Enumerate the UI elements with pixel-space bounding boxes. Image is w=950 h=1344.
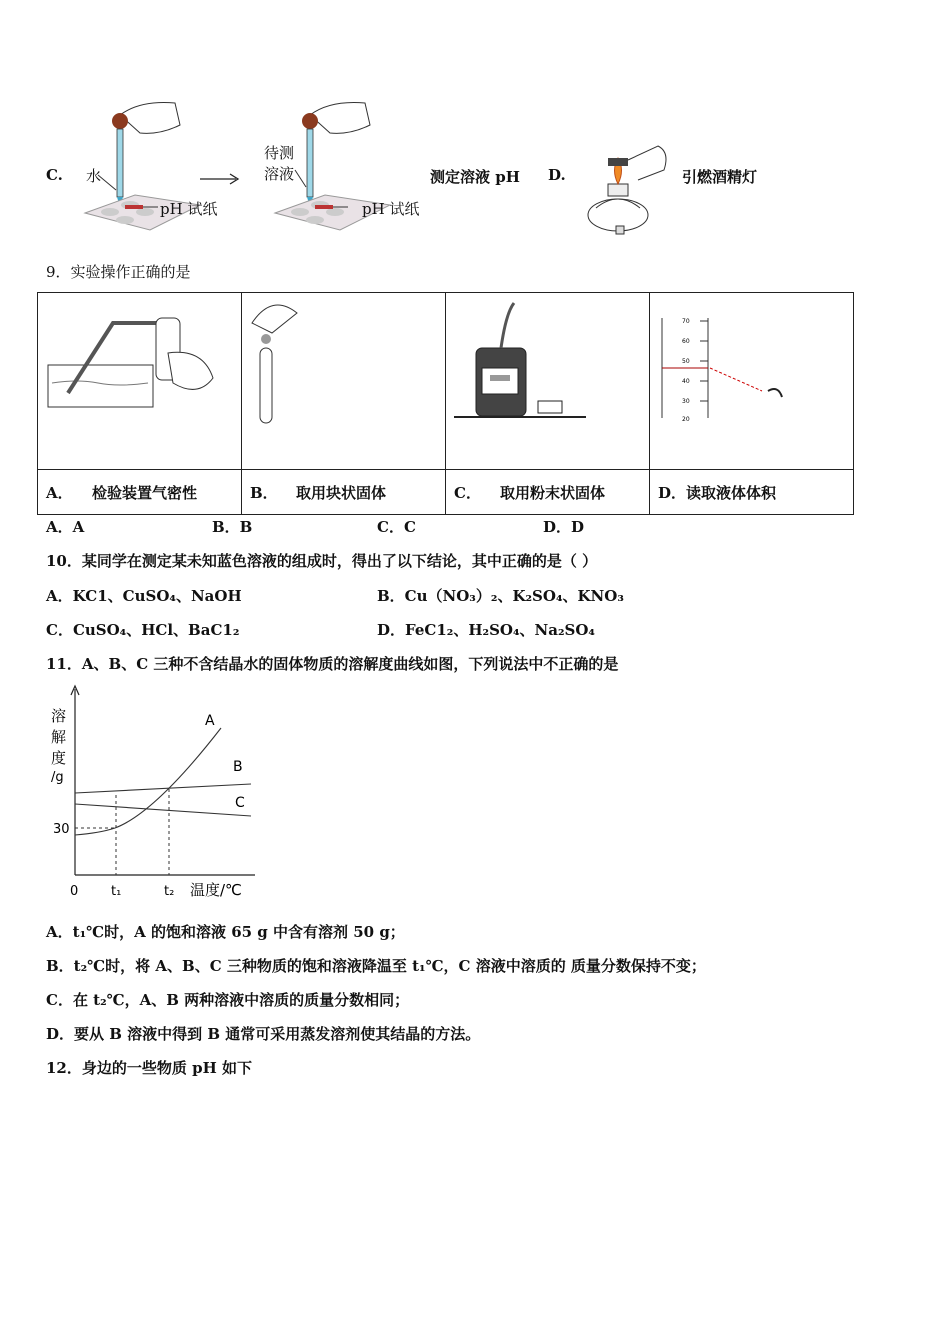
- x-tick-t2: t₂: [164, 884, 175, 899]
- ph-paper-label-right: pH 试纸: [362, 200, 420, 218]
- ph-dropper-water-illustration: [80, 95, 240, 245]
- q11-option-c[interactable]: C．在 t₂℃，A、B 两种溶液中溶质的质量分数相同；: [46, 991, 410, 1009]
- q9-answer-c[interactable]: C．C: [377, 518, 416, 536]
- block-solid-illustration: [242, 293, 437, 465]
- q9-cell-a-label: A． 检验装置气密性: [38, 470, 242, 515]
- water-label: 水: [86, 167, 102, 185]
- q9-cell-d-label: D．读取液体体积: [650, 470, 854, 515]
- q9-answer-d[interactable]: D．D: [543, 518, 585, 536]
- x-tick-t1: t₁: [111, 884, 122, 899]
- cylinder-tick-20: 20: [682, 416, 690, 423]
- q11-option-b[interactable]: B．t₂℃时，将 A、B、C 三种物质的饱和溶液降温至 t₁℃，C 溶液中溶质的 质量分数保持不变；: [46, 957, 706, 975]
- q9-cell-c-label: C． 取用粉末状固体: [446, 470, 650, 515]
- origin-label: 0: [70, 884, 79, 899]
- q8-option-d-letter: D.: [548, 166, 566, 184]
- q11-option-a[interactable]: A．t₁℃时，A 的饱和溶液 65 g 中含有溶剂 50 g；: [46, 923, 405, 941]
- q10-option-d[interactable]: D．FeC1₂、H₂SO₄、Na₂SO₄: [377, 621, 596, 639]
- q9-cell-b-label: B． 取用块状固体: [242, 470, 446, 515]
- q9-options-table: [37, 292, 854, 515]
- q11-stem: 11．A、B、C 三种不含结晶水的固体物质的溶解度曲线如图，下列说法中不正确的是: [46, 655, 619, 673]
- q9-cell-c-image: [446, 293, 650, 470]
- series-b-label: B: [233, 759, 243, 775]
- q9-cell-b-image: [242, 293, 446, 470]
- cylinder-tick-30: 30: [682, 398, 690, 405]
- series-a-label: A: [205, 713, 215, 729]
- q10-option-b[interactable]: B．Cu（NO₃）₂、K₂SO₄、KNO₃: [377, 587, 624, 605]
- q9-answer-b[interactable]: B．B: [212, 518, 253, 536]
- q10-stem: 10．某同学在测定某未知蓝色溶液的组成时，得出了以下结论，其中正确的是（ ）: [46, 552, 598, 570]
- powder-solid-illustration: [446, 293, 641, 465]
- q8-option-d-caption: 引燃酒精灯: [682, 168, 758, 186]
- q11-option-d[interactable]: D．要从 B 溶液中得到 B 通常可采用蒸发溶剂使其结晶的方法。: [46, 1025, 481, 1043]
- series-c-line: [75, 804, 251, 816]
- ph-paper-label-left: pH 试纸: [160, 200, 218, 218]
- q9-stem: 9．实验操作正确的是: [46, 263, 191, 281]
- q12-stem: 12．身边的一些物质 pH 如下: [46, 1059, 252, 1077]
- q10-option-a[interactable]: A．KC1、CuSO₄、NaOH: [46, 587, 242, 605]
- y-axis-label: 溶解度/g: [51, 707, 67, 785]
- q10-option-c[interactable]: C．CuSO₄、HCl、BaC1₂: [46, 621, 240, 639]
- series-a-curve: [75, 728, 221, 835]
- cylinder-tick-70: 70: [682, 318, 690, 325]
- cylinder-tick-40: 40: [682, 378, 690, 385]
- q8-option-c-letter: C.: [46, 166, 63, 184]
- cylinder-tick-60: 60: [682, 338, 690, 345]
- alcohol-lamp-lighting-illustration: [578, 140, 676, 238]
- gas-tightness-check-illustration: [38, 293, 233, 465]
- series-c-label: C: [235, 795, 245, 811]
- solubility-curve-chart: [45, 683, 260, 903]
- q9-answer-a[interactable]: A．A: [46, 518, 85, 536]
- graduated-cylinder-reading-illustration: [650, 293, 845, 465]
- cylinder-tick-50: 50: [682, 358, 690, 365]
- arrow-right-icon: [198, 172, 242, 186]
- q8-option-c-caption: 测定溶液 pH: [430, 168, 520, 186]
- series-b-line: [75, 784, 251, 793]
- q9-cell-a-image: [38, 293, 242, 470]
- y-tick-30: 30: [53, 822, 70, 837]
- x-axis-label: 温度/℃: [190, 881, 242, 899]
- test-solution-label: 待测 溶液: [264, 144, 295, 183]
- q9-cell-d-image: [650, 293, 854, 470]
